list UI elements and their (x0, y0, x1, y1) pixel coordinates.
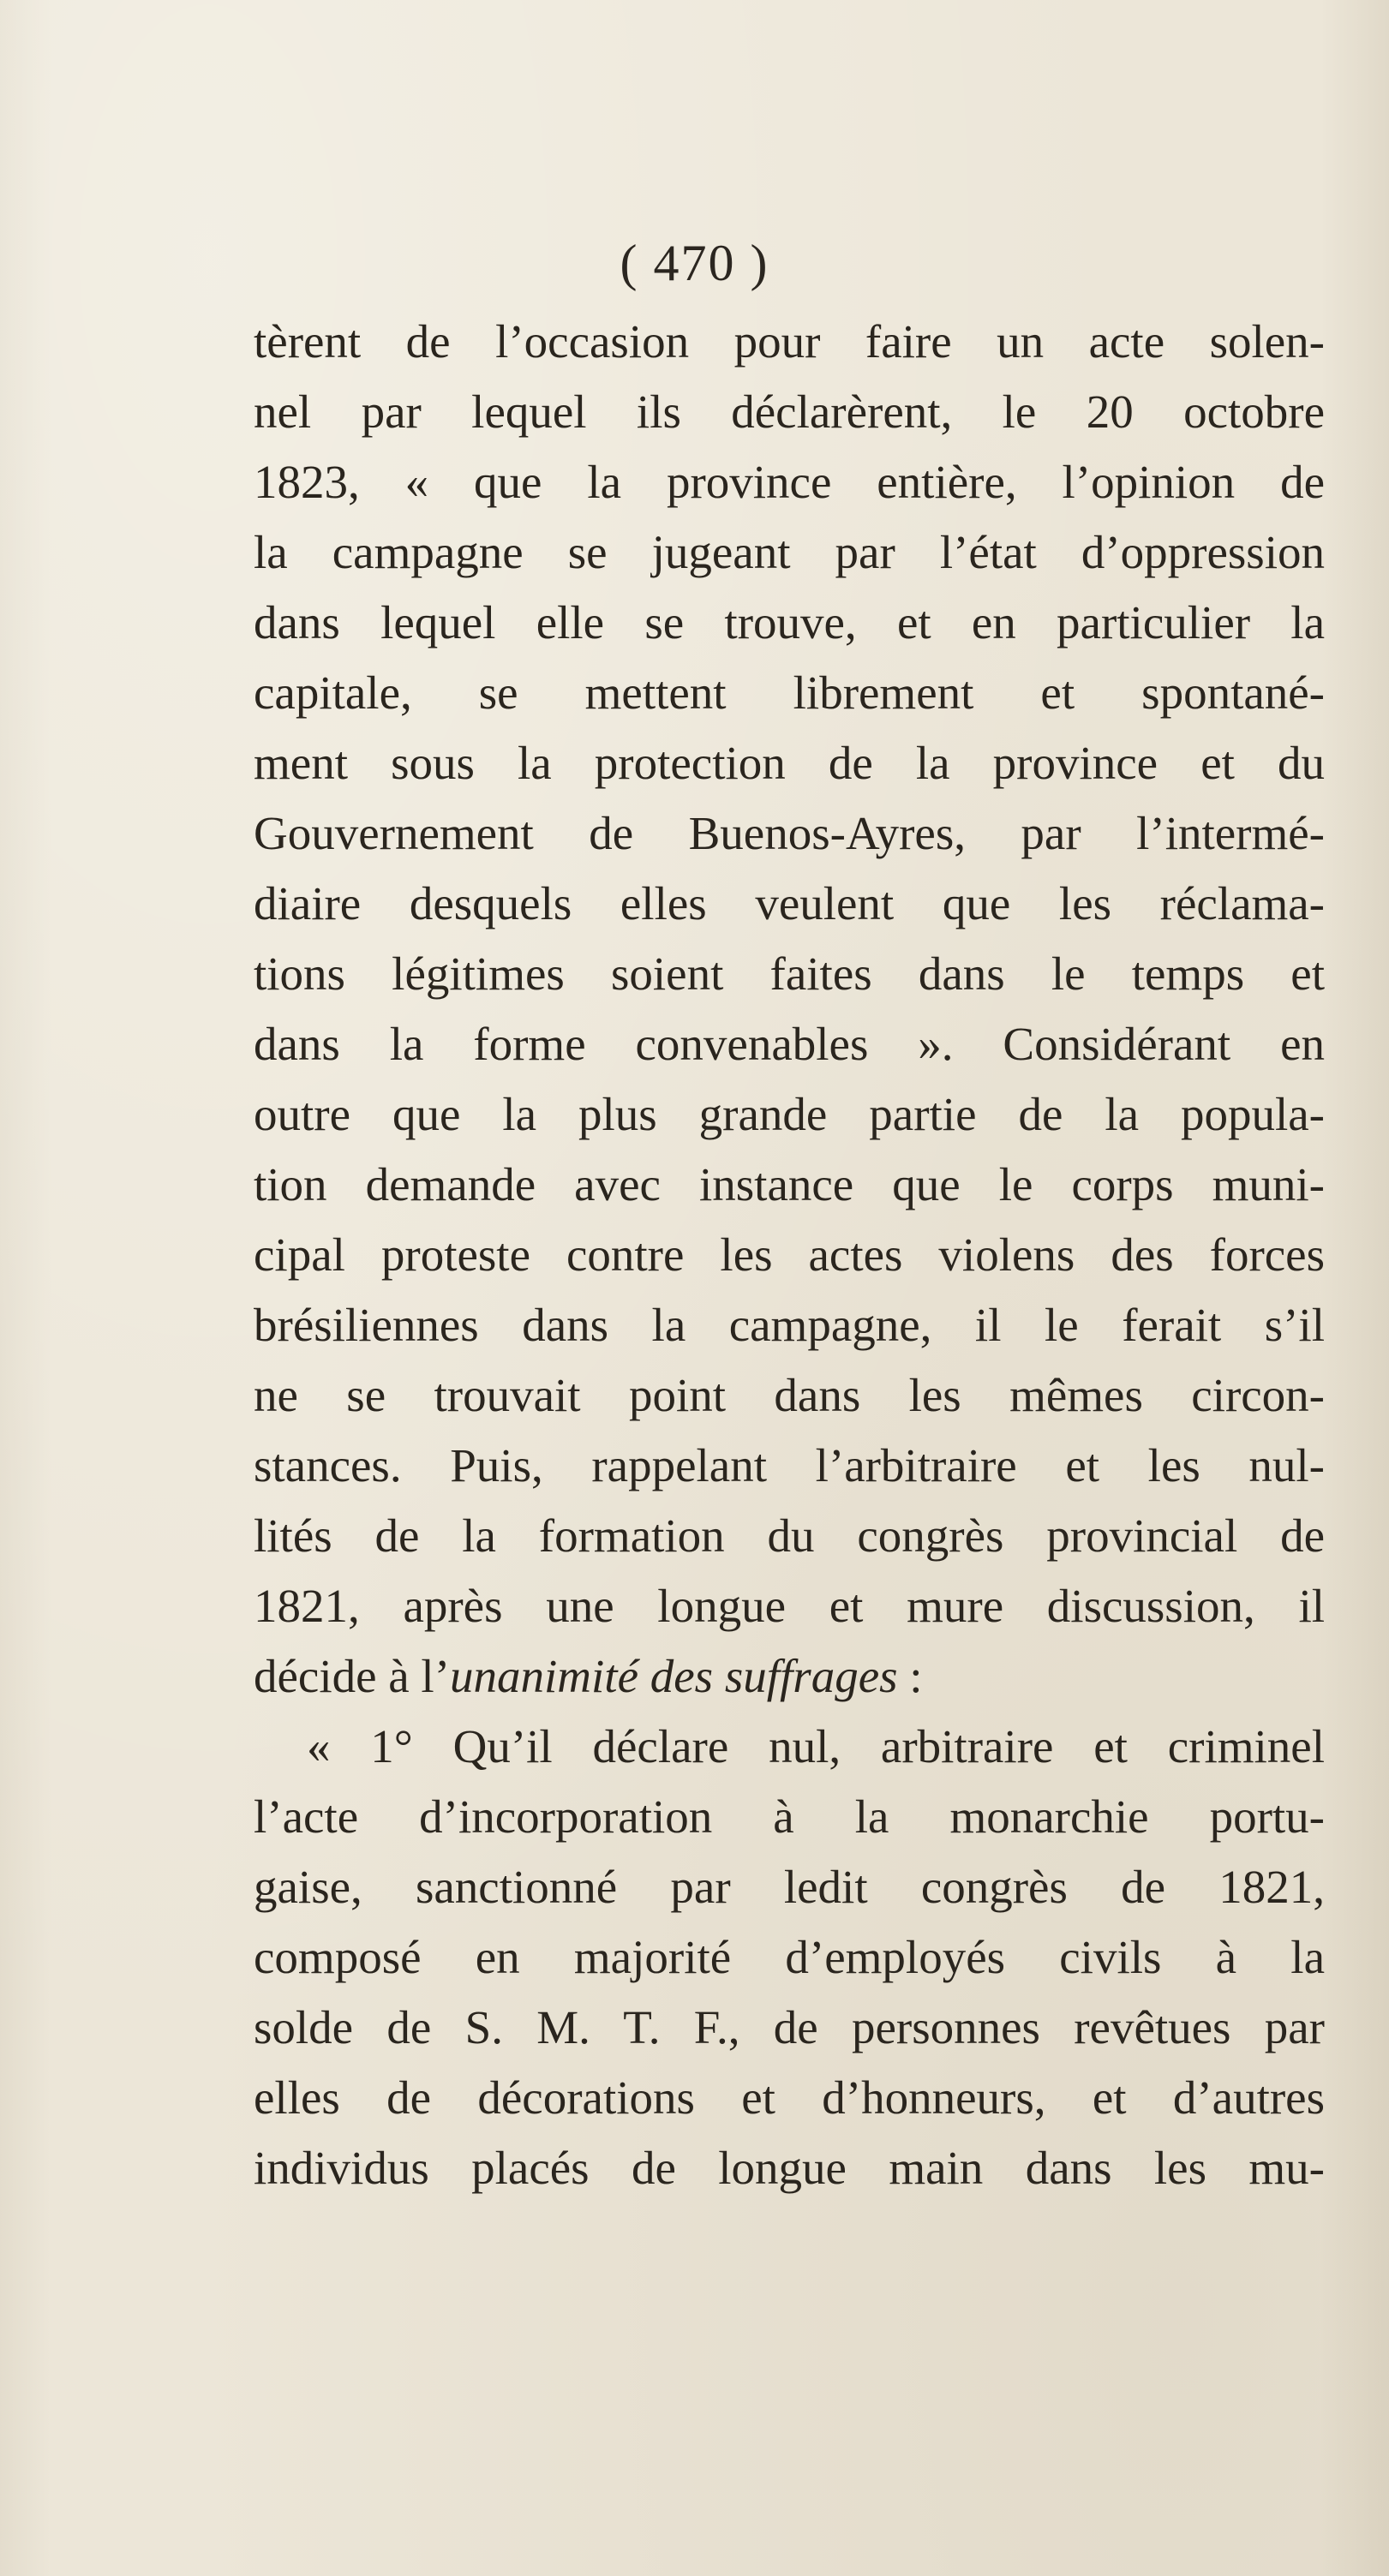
text-segment: dans la forme convenables ». Considérant en (254, 1018, 1325, 1070)
text-line (254, 307, 1325, 377)
text-segment: lités de la formation du congrès provincial de (254, 1509, 1325, 1562)
text-line (254, 1009, 1325, 1079)
text-line (254, 517, 1325, 588)
text-segment: 1823, « que la province entière, l’opinion de (254, 456, 1325, 508)
text-line (254, 377, 1325, 447)
page-number: ( 470 ) (620, 235, 769, 291)
text-line (254, 1220, 1325, 1290)
text-line (254, 2063, 1325, 2133)
text-segment: diaire desquels elles veulent que les réclama- (254, 877, 1325, 929)
text-segment: capitale, se mettent librement et spontané- (254, 666, 1325, 719)
text-segment: solde de S. M. T. F., de personnes revêtues par (254, 2001, 1325, 2053)
text-line (254, 2133, 1325, 2203)
text-line (254, 1290, 1325, 1360)
text-segment: dans lequel elle se trouve, et en particulier la (254, 596, 1325, 648)
text-segment: nel par lequel ils déclarèrent, le 20 octobre (254, 386, 1325, 438)
text-line (254, 1571, 1325, 1641)
text-segment: individus placés de longue main dans les mu- (254, 2142, 1325, 2194)
text-line (254, 1079, 1325, 1150)
text-line (254, 798, 1325, 869)
text-line (254, 588, 1325, 658)
text-segment: stances. Puis, rappelant l’arbitraire et les nul- (254, 1439, 1325, 1491)
text-segment: brésiliennes dans la campagne, il le ferait s’il (254, 1299, 1325, 1351)
text-line (254, 658, 1325, 728)
body-text (254, 307, 1325, 2203)
text-line (254, 447, 1325, 517)
text-line (254, 939, 1325, 1009)
text-segment: outre que la plus grande partie de la popula- (254, 1088, 1325, 1140)
text-segment: tion demande avec instance que le corps muni- (254, 1158, 1325, 1210)
text-line (254, 728, 1325, 798)
text-line (254, 1431, 1325, 1501)
text-line (254, 1712, 1325, 1782)
text-segment: cipal proteste contre les actes violens des forces (254, 1228, 1325, 1281)
text-line (254, 1852, 1325, 1922)
italic-text: unanimité des suffrages (450, 1650, 898, 1702)
text-segment: gaise, sanctionné par ledit congrès de 1821, (254, 1861, 1325, 1913)
text-line (254, 1993, 1325, 2063)
text-segment: ne se trouvait point dans les mêmes circon- (254, 1369, 1325, 1421)
text-segment: l’acte d’incorporation à la monarchie portu- (254, 1790, 1325, 1843)
text-segment: « 1° Qu’il déclare nul, arbitraire et criminel (307, 1720, 1325, 1772)
text-segment: : (897, 1650, 923, 1702)
text-line (254, 1782, 1325, 1852)
text-segment: composé en majorité d’employés civils à la (254, 1931, 1325, 1983)
text-segment: tions légitimes soient faites dans le temps et (254, 947, 1325, 1000)
text-line (254, 1501, 1325, 1571)
text-segment: 1821, après une longue et mure discussion, il (254, 1580, 1325, 1632)
text-line (254, 1150, 1325, 1220)
text-segment: ment sous la protection de la province et du (254, 737, 1325, 789)
text-segment: décide à l’ (254, 1650, 451, 1702)
text-line (254, 1922, 1325, 1993)
text-segment: la campagne se jugeant par l’état d’oppression (254, 526, 1325, 578)
text-segment: elles de décorations et d’honneurs, et d’autres (254, 2071, 1325, 2124)
text-segment: tèrent de l’occasion pour faire un acte solen- (254, 315, 1325, 368)
text-line (254, 1360, 1325, 1431)
text-line (254, 1641, 1325, 1712)
text-line (254, 869, 1325, 939)
text-segment: Gouvernement de Buenos-Ayres, par l’intermé- (254, 807, 1325, 859)
